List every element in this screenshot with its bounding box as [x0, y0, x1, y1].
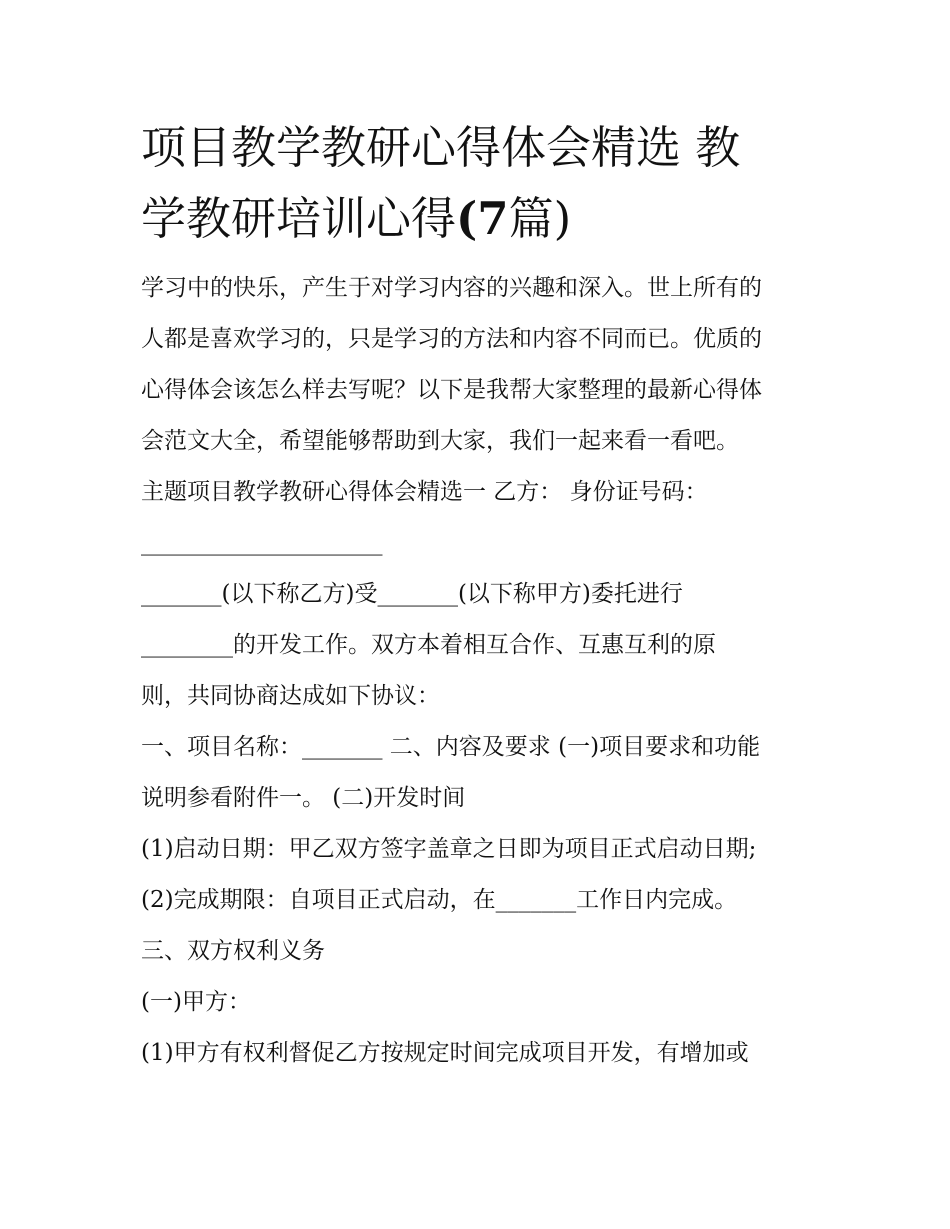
body-line: 则，共同协商达成如下协议： — [141, 683, 440, 709]
body-line: ________的开发工作。双方本着相互合作、互惠互利的原 — [141, 632, 716, 658]
document-body — [141, 263, 821, 1079]
body-line: 人都是喜欢学习的，只是学习的方法和内容不同而已。优质的 — [141, 326, 762, 352]
title-line-2-text: 学教研培训心得 — [141, 192, 457, 245]
body-line: 心得体会该怎么样去写呢？以下是我帮大家整理的最新心得体 — [141, 377, 762, 403]
document-page — [141, 112, 821, 1079]
body-line: 学习中的快乐，产生于对学习内容的兴趣和深入。世上所有的 — [141, 275, 762, 301]
body-line: (1)甲方有权利督促乙方按规定时间完成项目开发，有增加或 — [141, 1040, 749, 1066]
body-line: 说明参看附件一。 (二)开发时间 — [141, 785, 466, 811]
body-line: 三、双方权利义务 — [141, 938, 325, 964]
title-line-2-bold: (7 — [456, 192, 509, 245]
title-line-2-end: 篇) — [508, 192, 572, 245]
body-line: _____________________ — [141, 530, 383, 556]
body-line: 一、项目名称：_______ 二、内容及要求 (一)项目要求和功能 — [141, 734, 761, 760]
title-line-2 — [141, 183, 821, 254]
title-line-1: 项目教学教研心得体会精选 教 — [141, 121, 741, 174]
body-line: (1)启动日期：甲乙双方签字盖章之日即为项目正式启动日期; — [141, 836, 757, 862]
body-line: _______(以下称乙方)受_______(以下称甲方)委托进行 — [141, 581, 683, 607]
document-title — [141, 112, 821, 254]
body-line: 会范文大全，希望能够帮助到大家，我们一起来看一看吧。 — [141, 428, 739, 454]
body-line: (一)甲方： — [141, 989, 251, 1015]
body-line: 主题项目教学教研心得体会精选一 乙方： 身份证号码： — [141, 479, 708, 505]
body-line: (2)完成期限：自项目正式启动，在_______工作日内完成。 — [141, 887, 738, 913]
